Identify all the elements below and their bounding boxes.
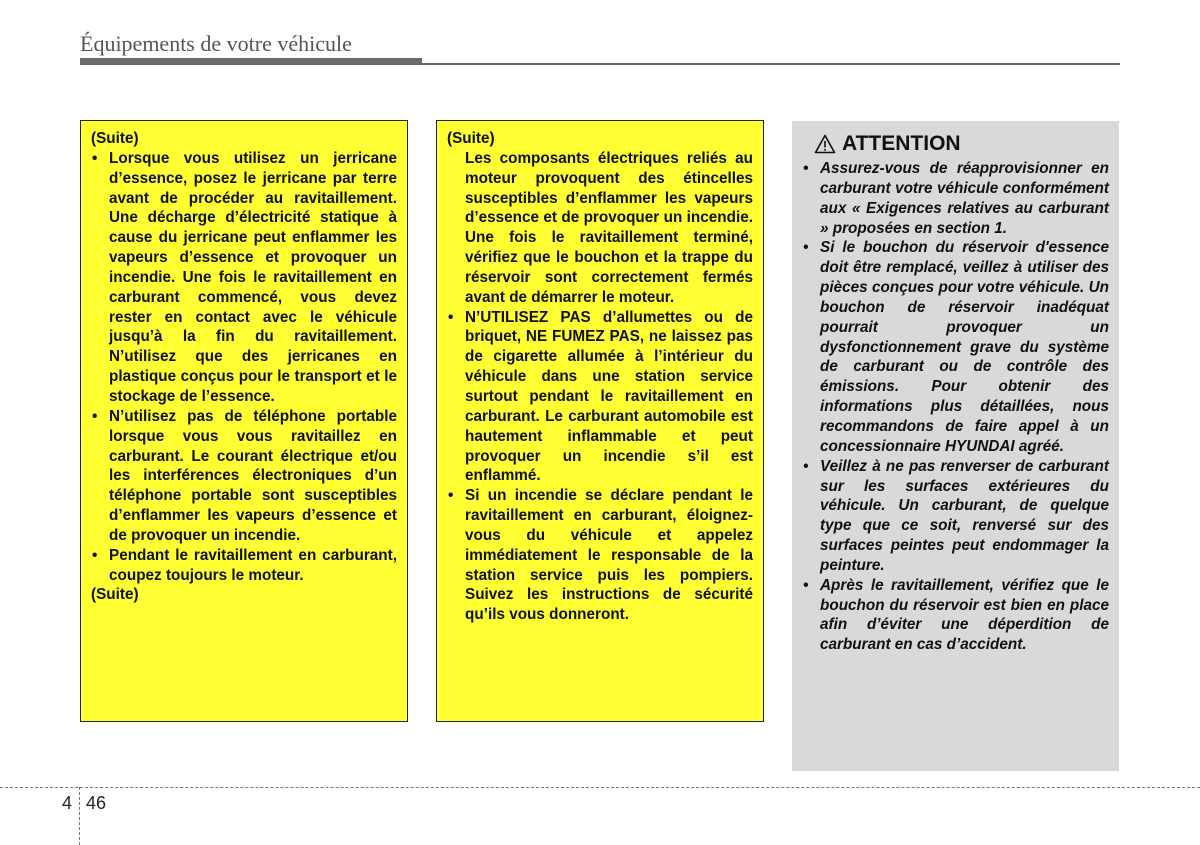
attention-bullet: • Si le bouchon du réservoir d'essence doit être remplacé, veillez à utiliser des pièces conçues pour votre véhicule. Un bouchon de réservoir inadéquat pourrait provoquer un dysfonctionnement grave du système de carburant ou de contrôle des émissions. Pour obtenir des informations plus détaillées, nous recommandons de faire appel à un concessionnaire HYUNDAI agréé. (802, 238, 1109, 456)
attention-bullet: • Veillez à ne pas renverser de carburant sur les surfaces extérieures du véhicule. Un carburant, de quelque type que ce soit, renversé sur des surfaces peintes peut endommager la peinture. (802, 457, 1109, 576)
warning-bullet: • Lorsque vous utilisez un jerricane d’essence, posez le jerricane par terre avant de procéder au ravitaillement. Une décharge d’électricité statique à cause du jerricane peut enflammer les vapeurs d’essence et provoquer un incendie. Une fois le ravitaillement en carburant commencé, vous devez rester en contact avec le véhicule jusqu’à la fin du ravitaillement. N’utilisez que des jerricanes en plastique conçus pour le transport et le stockage de l’essence. (91, 149, 397, 407)
header-bar (80, 58, 422, 65)
continued-label-top: (Suite) (91, 130, 139, 147)
attention-box (792, 121, 1119, 771)
continued-label-bottom: (Suite) (91, 586, 139, 604)
warning-bullet: • N’utilisez pas de téléphone portable lorsque vous vous ravitaillez en carburant. Le courant électrique et/ou les interférences électroniques d’un téléphone portable sont susceptibles d’enflammer les vapeurs d’essence et de provoquer un incendie. (91, 407, 397, 546)
attention-bullet: • Après le ravitaillement, vérifiez que le bouchon du réservoir est bien en place afin d’éviter une déperdition de carburant en cas d’accident. (802, 576, 1109, 655)
page-number: 46 (86, 793, 107, 813)
warning-bullet: • Pendant le ravitaillement en carburant, coupez toujours le moteur. (91, 546, 397, 586)
warning-bullet: • N’UTILISEZ PAS d’allumettes ou de briquet, NE FUMEZ PAS, ne laissez pas de cigarette allumée à l’intérieur du véhicule dans une station service surtout pendant le ravitaillement en carburant. Le carburant automobile est hautement inflammable et peut provoquer un incendie s’il est enflammé. (447, 308, 753, 487)
warning-triangle-icon (814, 134, 836, 154)
warning-bullet: • Si un incendie se déclare pendant le ravitaillement en carburant, éloignez-vous du véhicule et appelez immédiatement le responsable de la station service puis les pompiers. Suivez les instructions de sécurité qu’ils vous donneront. (447, 486, 753, 625)
chapter-number: 4 (62, 793, 73, 813)
footer-divider (79, 787, 80, 845)
page-header-title: Équipements de votre véhicule (80, 31, 352, 56)
warning-paragraph: Les composants électriques reliés au moteur provoquent des étincelles susceptibles d’enflammer les vapeurs d’essence et de provoquer un incendie. Une fois le ravitaillement terminé, vérifiez que le bouchon et la trappe du réservoir sont correctement fermés avant de démarrer le moteur. (465, 149, 753, 306)
attention-bullet: • Assurez-vous de réapprovisionner en carburant votre véhicule conformément aux « Exigences relatives au carburant » proposées en section 1. (802, 159, 1109, 238)
continued-label-top: (Suite) (447, 130, 495, 147)
warning-box-1 (80, 120, 408, 722)
attention-title: ATTENTION (842, 132, 961, 155)
attention-heading (814, 129, 1109, 159)
warning-box-2 (436, 120, 764, 722)
header-rule (420, 63, 1120, 65)
footer-rule (0, 787, 1200, 788)
